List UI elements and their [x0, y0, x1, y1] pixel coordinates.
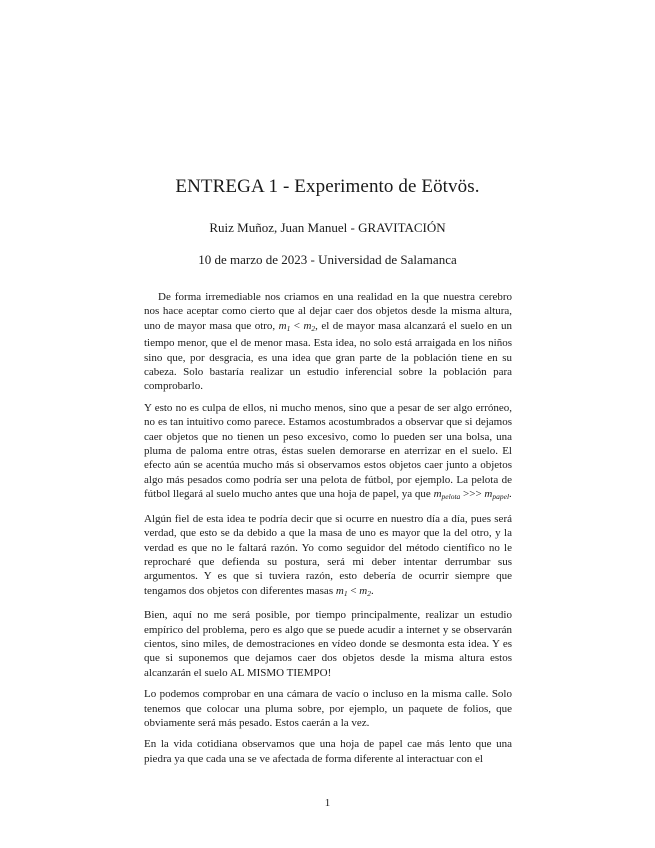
paragraph-6: En la vida cotidiana observamos que una hoja de papel cae más lento que una piedra ya que cada una se ve afectada de forma diferente al interactuar con el: [144, 738, 512, 765]
page-number: 1: [324, 797, 331, 809]
math-m-pelota: $m_{pelota}$: [433, 488, 461, 502]
paragraph-2: Y esto no es culpa de ellos, ni mucho menos, sino que a pesar de ser algo erróneo, no es tan intuitivo como parece. Estamos acostumbrados a observar que si dejamos caer objetos que no tienen un peso excesivo, como lo pueden ser una bolsa, una pluma de paloma entre otras, éstas suelen demorarse en aterrizar en el suelo. El efecto aún se acentúa mucho más si observamos estos objetos caer junto a objetos algo más pesados como podría ser una pelota de fútbol, por ejemplo. La pelota de fútbol llegará al suelo mucho antes que una hoja de papel, ya que $m_{pelota}$ >>> $m_{papel}$.: [144, 401, 512, 502]
math-m2: $m_2$: [359, 584, 371, 598]
math-m2: $m_2$: [303, 319, 316, 333]
paragraph-4: Bien, aquí no me será posible, por tiempo principalmente, realizar un estudio empírico del problema, pero es algo que se puede acudir a internet y se observarán cientos, sino miles, de demostraciones en vídeo donde se desmonta esta idea. Y es que si suponemos que dejamos caer dos objetos desde la misma altura estos alcanzarán el suelo AL MISMO TIEMPO!: [144, 609, 512, 679]
paragraph-3: Algún fiel de esta idea te podría decir que si ocurre en nuestro día a día, pues será verdad, que esto se da debido a que la masa de uno es mayor que la del otro, y la verdad es que no le faltará razón. Yo como seguidor del método científico no le reprocharé que defienda su postura, será mi deber intentar derrumbar sus argumentos. Y es que si tuviera razón, esto debería de ocurrir siempre que tengamos dos objetos con diferentes masas $m_1 < m_2$.: [144, 512, 512, 598]
math-m1: $m_1$: [335, 584, 348, 598]
math-m-papel: $m_{papel}$: [484, 488, 510, 502]
document-title: ENTREGA 1 - Experimento de Eötvös.: [175, 176, 480, 197]
date-line: 10 de marzo de 2023 - Universidad de Salamanca: [198, 252, 457, 267]
paragraph-1: De forma irremediable nos criamos en una realidad en la que nuestra cerebro nos hace aceptar como cierto que al dejar caer dos objetos desde la misma altura, uno de mayor masa que otro, $m_1 < m_2$, el de mayor masa alcanzará el suelo en un tiempo menor, que el de menor masa. Esta idea, no solo está arraigada en los niños sino que, por desgracia, es una idea que gran parte de la población tiene en su cabeza. Solo bastaría realizar un estudio inferencial sobre la población para comprobarlo.: [144, 291, 512, 393]
math-m1: $m_1$: [278, 319, 291, 333]
author-line: Ruiz Muñoz, Juan Manuel - GRAVITACIÓN: [209, 220, 446, 235]
paragraph-5: Lo podemos comprobar en una cámara de vacío o incluso en la misma calle. Solo tenemos que colocar una pluma sobre, por ejemplo, un paquete de folios, que obviamente será más pesado. Estos caerán a la vez.: [144, 688, 512, 729]
document-body: [144, 290, 512, 773]
